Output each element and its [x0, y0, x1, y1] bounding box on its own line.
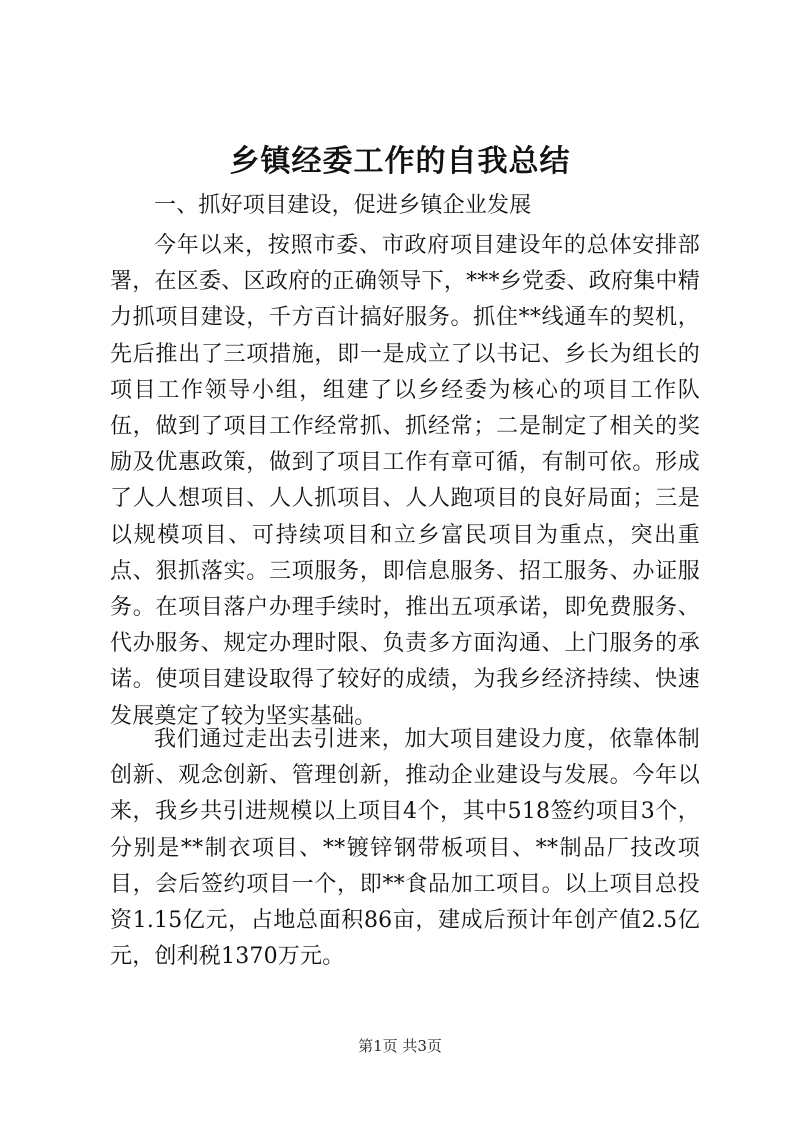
section-heading: 一、抓好项目建设，促进乡镇企业发展: [154, 193, 532, 218]
paragraph-2: 我们通过走出去引进来，加大项目建设力度，依靠体制创新、观念创新、管理创新，推动企业建设与发展。今年以来，我乡共引进规模以上项目4个，其中518签约项目3个，分别是**制衣项目、**镀锌钢带板项目、**制品厂技改项目，会后签约项目一个，即**食品加工项目。以上项目总投资1.15亿元，占地总面积86亩，建成后预计年创产值2.5亿元，创利税1370万元。: [110, 727, 700, 970]
paragraph-1: 今年以来，按照市委、市政府项目建设年的总体安排部署，在区委、区政府的正确领导下，***乡党委、政府集中精力抓项目建设，千方百计搞好服务。抓住**线通车的契机，先后推出了三项措施，即一是成立了以书记、乡长为组长的项目工作领导小组，组建了以乡经委为核心的项目工作队伍，做到了项目工作经常抓、抓经常；二是制定了相关的奖励及优惠政策，做到了项目工作有章可循，有制可依。形成了人人想项目、人人抓项目、人人跑项目的良好局面；三是以规模项目、可持续项目和立乡富民项目为重点，突出重点、狠抓落实。三项服务，即信息服务、招工服务、办证服务。在项目落户办理手续时，推出五项承诺，即免费服务、代办服务、规定办理时限、负责多方面沟通、上门服务的承诺。使项目建设取得了较好的成绩，为我乡经济持续、快速发展奠定了较为坚实基础。: [110, 233, 700, 729]
page-footer: 第1页 共3页: [358, 1037, 442, 1055]
document-title: 乡镇经委工作的自我总结: [229, 144, 571, 179]
